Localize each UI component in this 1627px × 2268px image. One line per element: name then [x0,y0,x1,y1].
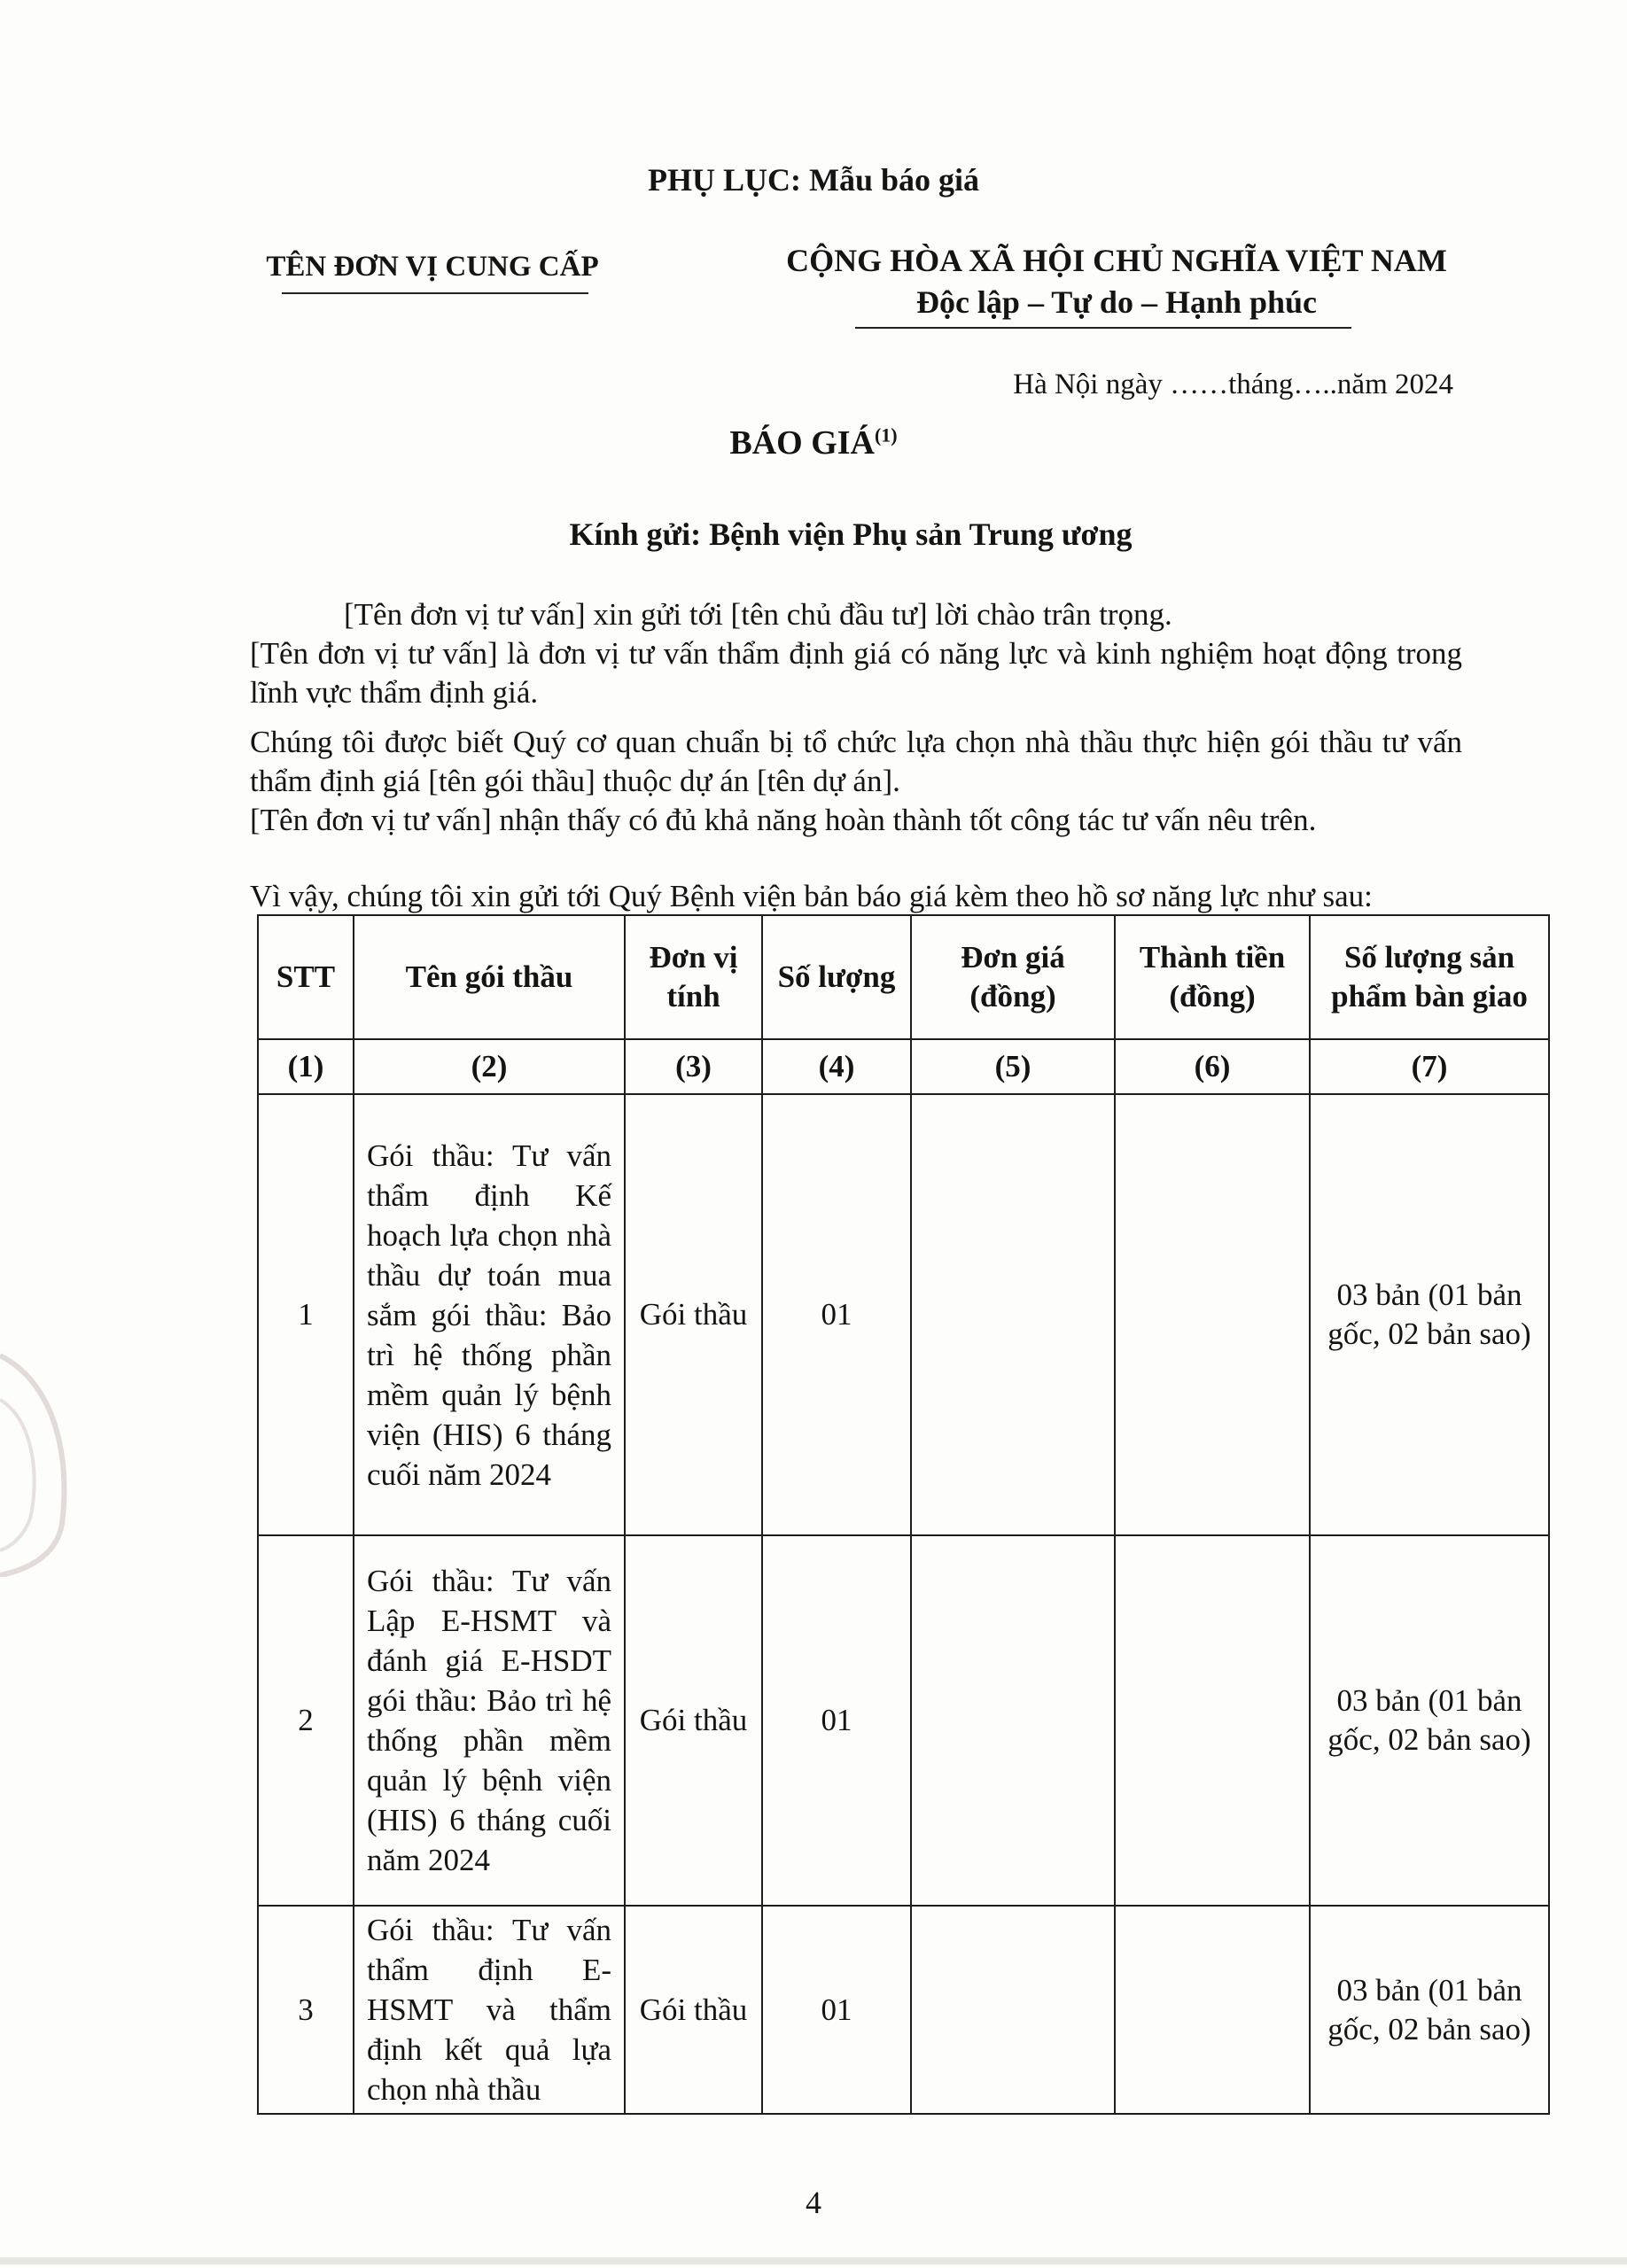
column-number: (7) [1310,1039,1549,1094]
paragraph-context: Chúng tôi được biết Quý cơ quan chuẩn bị tổ chức lựa chọn nhà thầu thực hiện gói thầu tư vấn thẩm định giá [tên gói thầu] thuộc dự án [tên dự án]. [250,725,1462,798]
motto-underline [855,327,1351,329]
row-unit: Gói thầu [625,1906,762,2114]
row-quantity: 01 [762,1906,911,2114]
table-column-number-row [258,1039,1549,1094]
paragraph-greeting: [Tên đơn vị tư vấn] xin gửi tới [tên chủ đầu tư] lời chào trân trọng. [344,597,1172,632]
row-quantity: 01 [762,1535,911,1906]
header-quantity: Số lượng [762,915,911,1039]
scan-edge [0,2257,1627,2264]
row-package-name: Gói thầu: Tư vấn thẩm định E-HSMT và thẩm định kết quả lựa chọn nhà thầu [354,1906,625,2114]
recipient-line: Kính gửi: Bệnh viện Phụ sản Trung ương [569,517,1133,552]
row-deliverables: 03 bản (01 bản gốc, 02 bản sao) [1310,1094,1549,1535]
nation-heading: CỘNG HÒA XÃ HỘI CHỦ NGHĨA VIỆT NAM [786,243,1447,278]
row-unit-price [911,1535,1115,1906]
date-line: Hà Nội ngày ……tháng…..năm 2024 [1013,369,1453,400]
table-row [258,1535,1549,1906]
motto: Độc lập – Tự do – Hạnh phúc [915,284,1318,320]
row-deliverables: 03 bản (01 bản gốc, 02 bản sao) [1310,1906,1549,2114]
partial-stamp-mark [0,1347,80,1577]
header-unit: Đơn vị tính [625,915,762,1039]
supplier-unit-name: TÊN ĐƠN VỊ CUNG CẤP [266,251,599,283]
row-quantity: 01 [762,1094,911,1535]
row-unit-price [911,1906,1115,2114]
paragraph-introduction: [Tên đơn vị tư vấn] là đơn vị tư vấn thẩm định giá có năng lực và kinh nghiệm hoạt động trong lĩnh vực thẩm định giá. [250,636,1462,710]
paragraph-capability: [Tên đơn vị tư vấn] nhận thấy có đủ khả năng hoàn thành tốt công tác tư vấn nêu trên. [250,803,1317,837]
row-stt: 1 [258,1094,354,1535]
table-row [258,1906,1549,2114]
row-amount [1115,1906,1310,2114]
header-unit-price: Đơn giá (đồng) [911,915,1115,1039]
row-package-name: Gói thầu: Tư vấn thẩm định Kế hoạch lựa chọn nhà thầu dự toán mua sắm gói thầu: Bảo trì hệ thống phần mềm quản lý bệnh viện (HIS) 6 tháng cuối năm 2024 [354,1094,625,1535]
row-stt: 2 [258,1535,354,1906]
annex-title: PHỤ LỤC: Mẫu báo giá [647,162,979,198]
header-amount: Thành tiền (đồng) [1115,915,1310,1039]
table-header-row [258,915,1549,1039]
row-unit: Gói thầu [625,1535,762,1906]
quote-title [0,423,1627,462]
column-number: (4) [762,1039,911,1094]
quote-title-footnote: (1) [874,423,898,447]
column-number: (3) [625,1039,762,1094]
row-deliverables: 03 bản (01 bản gốc, 02 bản sao) [1310,1535,1549,1906]
header-deliverables: Số lượng sản phẩm bàn giao [1310,915,1549,1039]
column-number: (5) [911,1039,1115,1094]
header-stt: STT [258,915,354,1039]
row-amount [1115,1094,1310,1535]
row-stt: 3 [258,1906,354,2114]
table-row [258,1094,1549,1535]
quote-table [257,914,1550,2115]
column-number: (2) [354,1039,625,1094]
column-number: (1) [258,1039,354,1094]
column-number: (6) [1115,1039,1310,1094]
quote-title-text: BÁO GIÁ [729,424,875,462]
row-amount [1115,1535,1310,1906]
row-package-name: Gói thầu: Tư vấn Lập E-HSMT và đánh giá E-HSDT gói thầu: Bảo trì hệ thống phần mềm quản lý bệnh viện (HIS) 6 tháng cuối năm 2024 [354,1535,625,1906]
header-package-name: Tên gói thầu [354,915,625,1039]
row-unit: Gói thầu [625,1094,762,1535]
row-unit-price [911,1094,1115,1535]
paragraph-closing: Vì vậy, chúng tôi xin gửi tới Quý Bệnh viện bản báo giá kèm theo hồ sơ năng lực như sau: [250,879,1373,913]
page-number: 4 [806,2185,821,2220]
unit-underline [282,292,588,294]
